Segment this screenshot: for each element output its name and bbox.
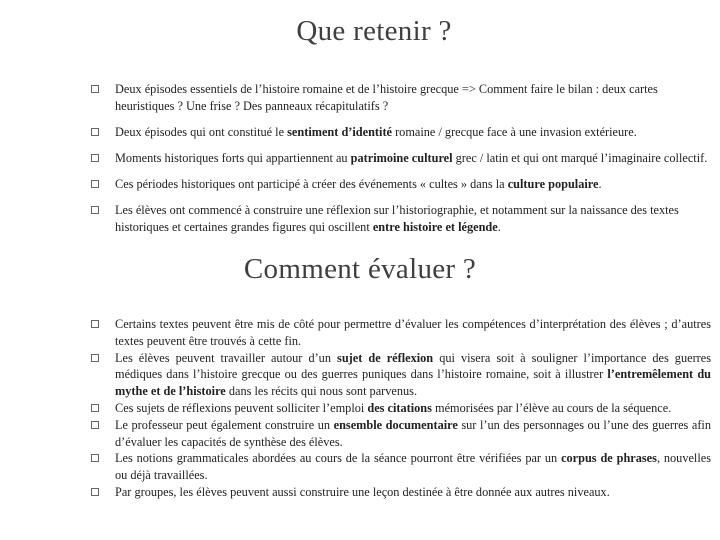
- item-text: Les élèves peuvent travailler autour d’un: [115, 350, 338, 365]
- checkbox-bullet-icon: [91, 488, 99, 496]
- list-item: [91, 81, 711, 115]
- checkbox-bullet-icon: [91, 320, 99, 328]
- checkbox-bullet-icon: [91, 404, 99, 412]
- item-text: Le professeur peut également construire un: [115, 417, 334, 432]
- emphasis-text: corpus de phrases: [561, 451, 657, 466]
- checkbox-bullet-icon: [91, 180, 99, 188]
- list-item: [91, 316, 711, 350]
- comment-evaluer-list: [91, 316, 711, 501]
- section-title-que-retenir: Que retenir ?: [296, 15, 452, 47]
- section-title-comment-evaluer: Comment évaluer ?: [243, 253, 477, 285]
- item-text: Deux épisodes essentiels de l’histoire romaine et de l’histoire grecque => Comment faire le bilan : deux cartes heuristiques ? Une frise ? Des panneaux récapitulatifs ?: [115, 82, 658, 113]
- checkbox-bullet-icon: [91, 454, 99, 462]
- list-item: [91, 176, 711, 193]
- item-text: mémorisées par l’élève au cours de la séquence.: [431, 400, 672, 415]
- item-text: Ces sujets de réflexions peuvent solliciter l’emploi: [115, 400, 368, 415]
- list-item: [91, 484, 711, 501]
- list-item: [91, 150, 711, 167]
- emphasis-text: culture populaire: [507, 177, 599, 191]
- emphasis-text: sujet de réflexion: [337, 350, 434, 365]
- item-text: Moments historiques forts qui appartiennent au: [115, 151, 351, 165]
- item-text: romaine / grecque face à une invasion extérieure.: [392, 125, 637, 139]
- item-text: Par groupes, les élèves peuvent aussi construire une leçon destinée à être donnée aux autres niveaux.: [115, 484, 610, 499]
- emphasis-text: patrimoine culturel: [350, 151, 453, 165]
- checkbox-bullet-icon: [91, 421, 99, 429]
- list-item: [91, 417, 711, 451]
- emphasis-text: entre histoire et légende: [372, 220, 498, 234]
- checkbox-bullet-icon: [91, 354, 99, 362]
- checkbox-bullet-icon: [91, 85, 99, 93]
- list-item: [91, 350, 711, 400]
- checkbox-bullet-icon: [91, 206, 99, 214]
- emphasis-text: des citations: [367, 400, 432, 415]
- item-text: , nouvelles ou déjà travaillées.: [115, 451, 712, 483]
- item-text: .: [598, 177, 602, 191]
- item-text: .: [497, 220, 501, 234]
- item-text: Les élèves ont commencé à construire une réflexion sur l’historiographie, et notamment sur la naissance des textes historiques et certaines grandes figures qui oscillent: [115, 203, 679, 234]
- list-item: [91, 124, 711, 141]
- checkbox-bullet-icon: [91, 154, 99, 162]
- item-text: Ces périodes historiques ont participé à créer des événements « cultes » dans la: [115, 177, 508, 191]
- item-text: dans les récits qui nous sont parvenus.: [225, 384, 418, 399]
- item-text: grec / latin et qui ont marqué l’imaginaire collectif.: [452, 151, 708, 165]
- list-item: [91, 202, 711, 236]
- emphasis-text: sentiment d’identité: [287, 125, 392, 139]
- item-text: qui visera soit à souligner l’importance des guerres médiques dans l’histoire grecque ou des guerres puniques dans l’histoire romaine, soit à illustrer: [115, 350, 711, 382]
- emphasis-text: l’entremêlement du mythe et de l’histoire: [115, 367, 711, 399]
- list-item: [91, 400, 711, 417]
- checkbox-bullet-icon: [91, 128, 99, 136]
- emphasis-text: ensemble documentaire: [333, 417, 458, 432]
- que-retenir-list: [91, 81, 711, 245]
- list-item: [91, 450, 711, 484]
- item-text: Deux épisodes qui ont constitué le: [115, 125, 288, 139]
- item-text: sur l’un des personnages ou l’une des guerres afin d’évaluer les capacités de synthèse des élèves.: [115, 417, 711, 449]
- item-text: Les notions grammaticales abordées au cours de la séance pourront être vérifiées par un: [115, 451, 562, 466]
- item-text: Certains textes peuvent être mis de côté pour permettre d’évaluer les compétences d’interprétation des élèves ; d’autres textes peuvent être trouvés à cette fin.: [115, 317, 711, 348]
